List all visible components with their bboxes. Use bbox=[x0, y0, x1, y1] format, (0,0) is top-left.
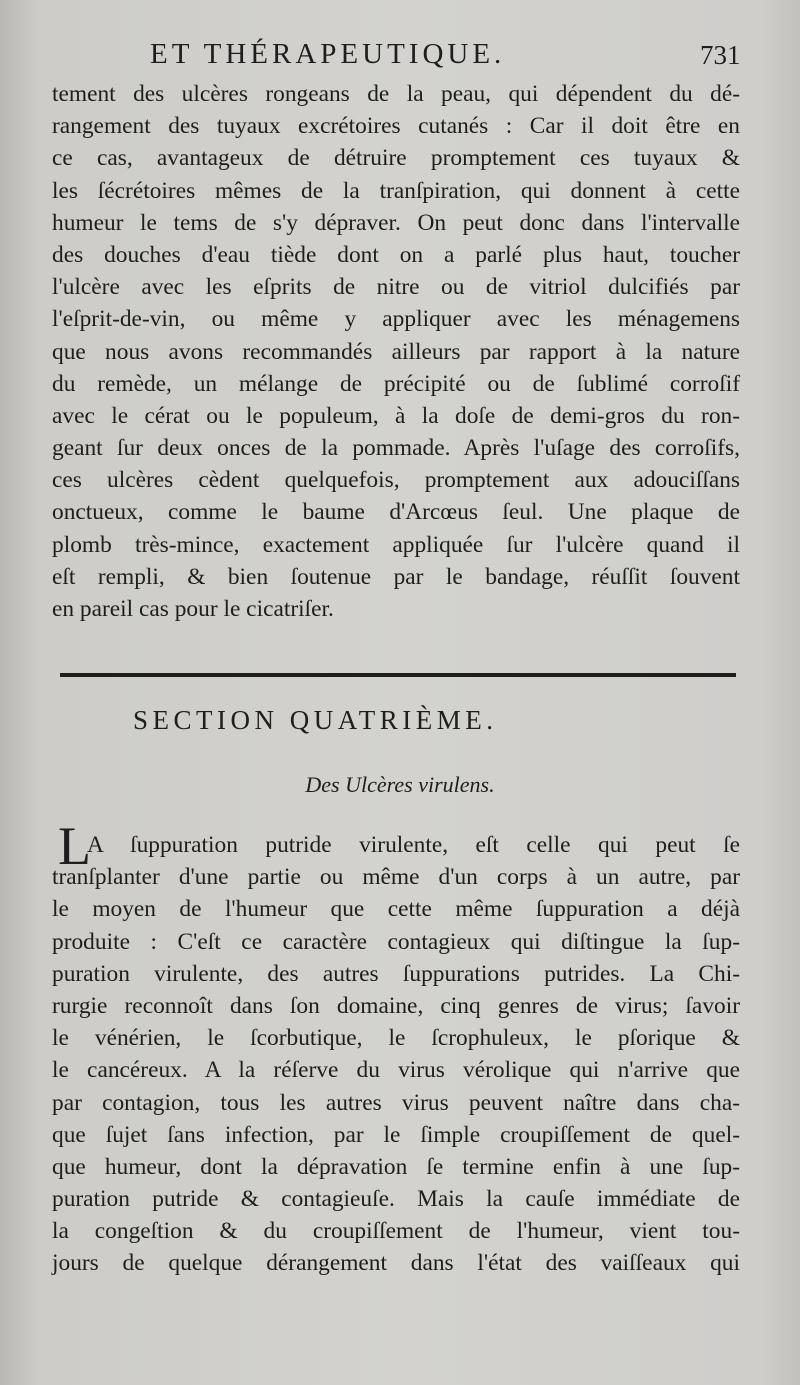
page-header bbox=[0, 38, 800, 78]
text-line: rangement des tuyaux excrétoires cutanés : Car il doit être en bbox=[52, 113, 740, 140]
drop-cap: L bbox=[58, 816, 91, 876]
section-heading: SECTION QUATRIÈME. bbox=[133, 705, 498, 735]
text-line: que ſujet ſans infection, par le ſimple croupiſſement de quel- bbox=[52, 1121, 740, 1148]
text-line: rurgie reconnoît dans ſon domaine, cinq genres de virus; ſavoir bbox=[52, 992, 740, 1019]
text-line: humeur le tems de s'y dépraver. On peut donc dans l'intervalle bbox=[52, 209, 740, 236]
text-line: avec le cérat ou le populeum, à la doſe de demi-gros du ron- bbox=[52, 402, 740, 429]
text-line: les ſécrétoires mêmes de la tranſpiration, qui donnent à cette bbox=[52, 177, 740, 204]
text-line: l'ulcère avec les eſprits de nitre ou de vitriol dulcifiés par bbox=[52, 274, 740, 301]
text-line: onctueux, comme le baume d'Arcœus ſeul. Une plaque de bbox=[52, 499, 740, 526]
continued-paragraph bbox=[52, 78, 740, 625]
text-line: des douches d'eau tiède dont on a parlé plus haut, toucher bbox=[52, 241, 740, 268]
text-line: le vénérien, le ſcorbutique, le ſcrophuleux, le pſorique & bbox=[52, 1025, 740, 1052]
text-line: que nous avons recommandés ailleurs par rapport à la nature bbox=[52, 338, 740, 365]
section-paragraph bbox=[52, 829, 740, 1280]
page-number: 731 bbox=[700, 40, 741, 70]
section-subheading: Des Ulcères virulens. bbox=[305, 772, 495, 797]
text-line: puration putride & contagieuſe. Mais la cauſe immédiate de bbox=[52, 1186, 740, 1213]
text-line: plomb très-mince, exactement appliquée ſur l'ulcère quand il bbox=[52, 531, 740, 558]
text-line: geant ſur deux onces de la pommade. Après l'uſage des corroſifs, bbox=[52, 435, 740, 462]
text-line: du remède, un mélange de précipité ou de ſublimé corroſif bbox=[52, 370, 740, 397]
running-title: ET THÉRAPEUTIQUE. bbox=[150, 38, 506, 70]
text-line: ces ulcères cèdent quelquefois, promptement aux adouciſſans bbox=[52, 467, 740, 494]
text-line: jours de quelque dérangement dans l'état des vaiſſeaux qui bbox=[52, 1250, 740, 1277]
section-divider bbox=[60, 673, 736, 677]
text-line: tement des ulcères rongeans de la peau, qui dépendent du dé- bbox=[52, 81, 740, 107]
text-line: ce cas, avantageux de détruire promptement ces tuyaux & bbox=[52, 145, 740, 172]
text-line: la congeſtion & du croupiſſement de l'humeur, vient tou- bbox=[52, 1218, 740, 1245]
text-line: par contagion, tous les autres virus peuvent naître dans cha- bbox=[52, 1089, 740, 1116]
text-line: A ſuppuration putride virulente, eſt celle qui peut ſe bbox=[87, 832, 740, 858]
text-line: eſt rempli, & bien ſoutenue par le bandage, réuſſit ſouvent bbox=[52, 563, 740, 590]
text-line: le cancéreux. A la réſerve du virus vérolique qui n'arrive que bbox=[52, 1057, 740, 1084]
text-line: produite : C'eſt ce caractère contagieux qui diſtingue la ſup- bbox=[52, 928, 740, 955]
text-line: en pareil cas pour le cicatriſer. bbox=[52, 596, 334, 622]
text-line: l'eſprit-de-vin, ou même y appliquer avec les ménagemens bbox=[52, 306, 740, 333]
text-line: que humeur, dont la dépravation ſe termine enfin à une ſup- bbox=[52, 1153, 740, 1180]
text-line: tranſplanter d'une partie ou même d'un corps à un autre, par bbox=[52, 864, 740, 891]
text-line: le moyen de l'humeur que cette même ſuppuration a déjà bbox=[52, 896, 740, 923]
text-line: puration virulente, des autres ſuppurations putrides. La Chi- bbox=[52, 960, 740, 987]
